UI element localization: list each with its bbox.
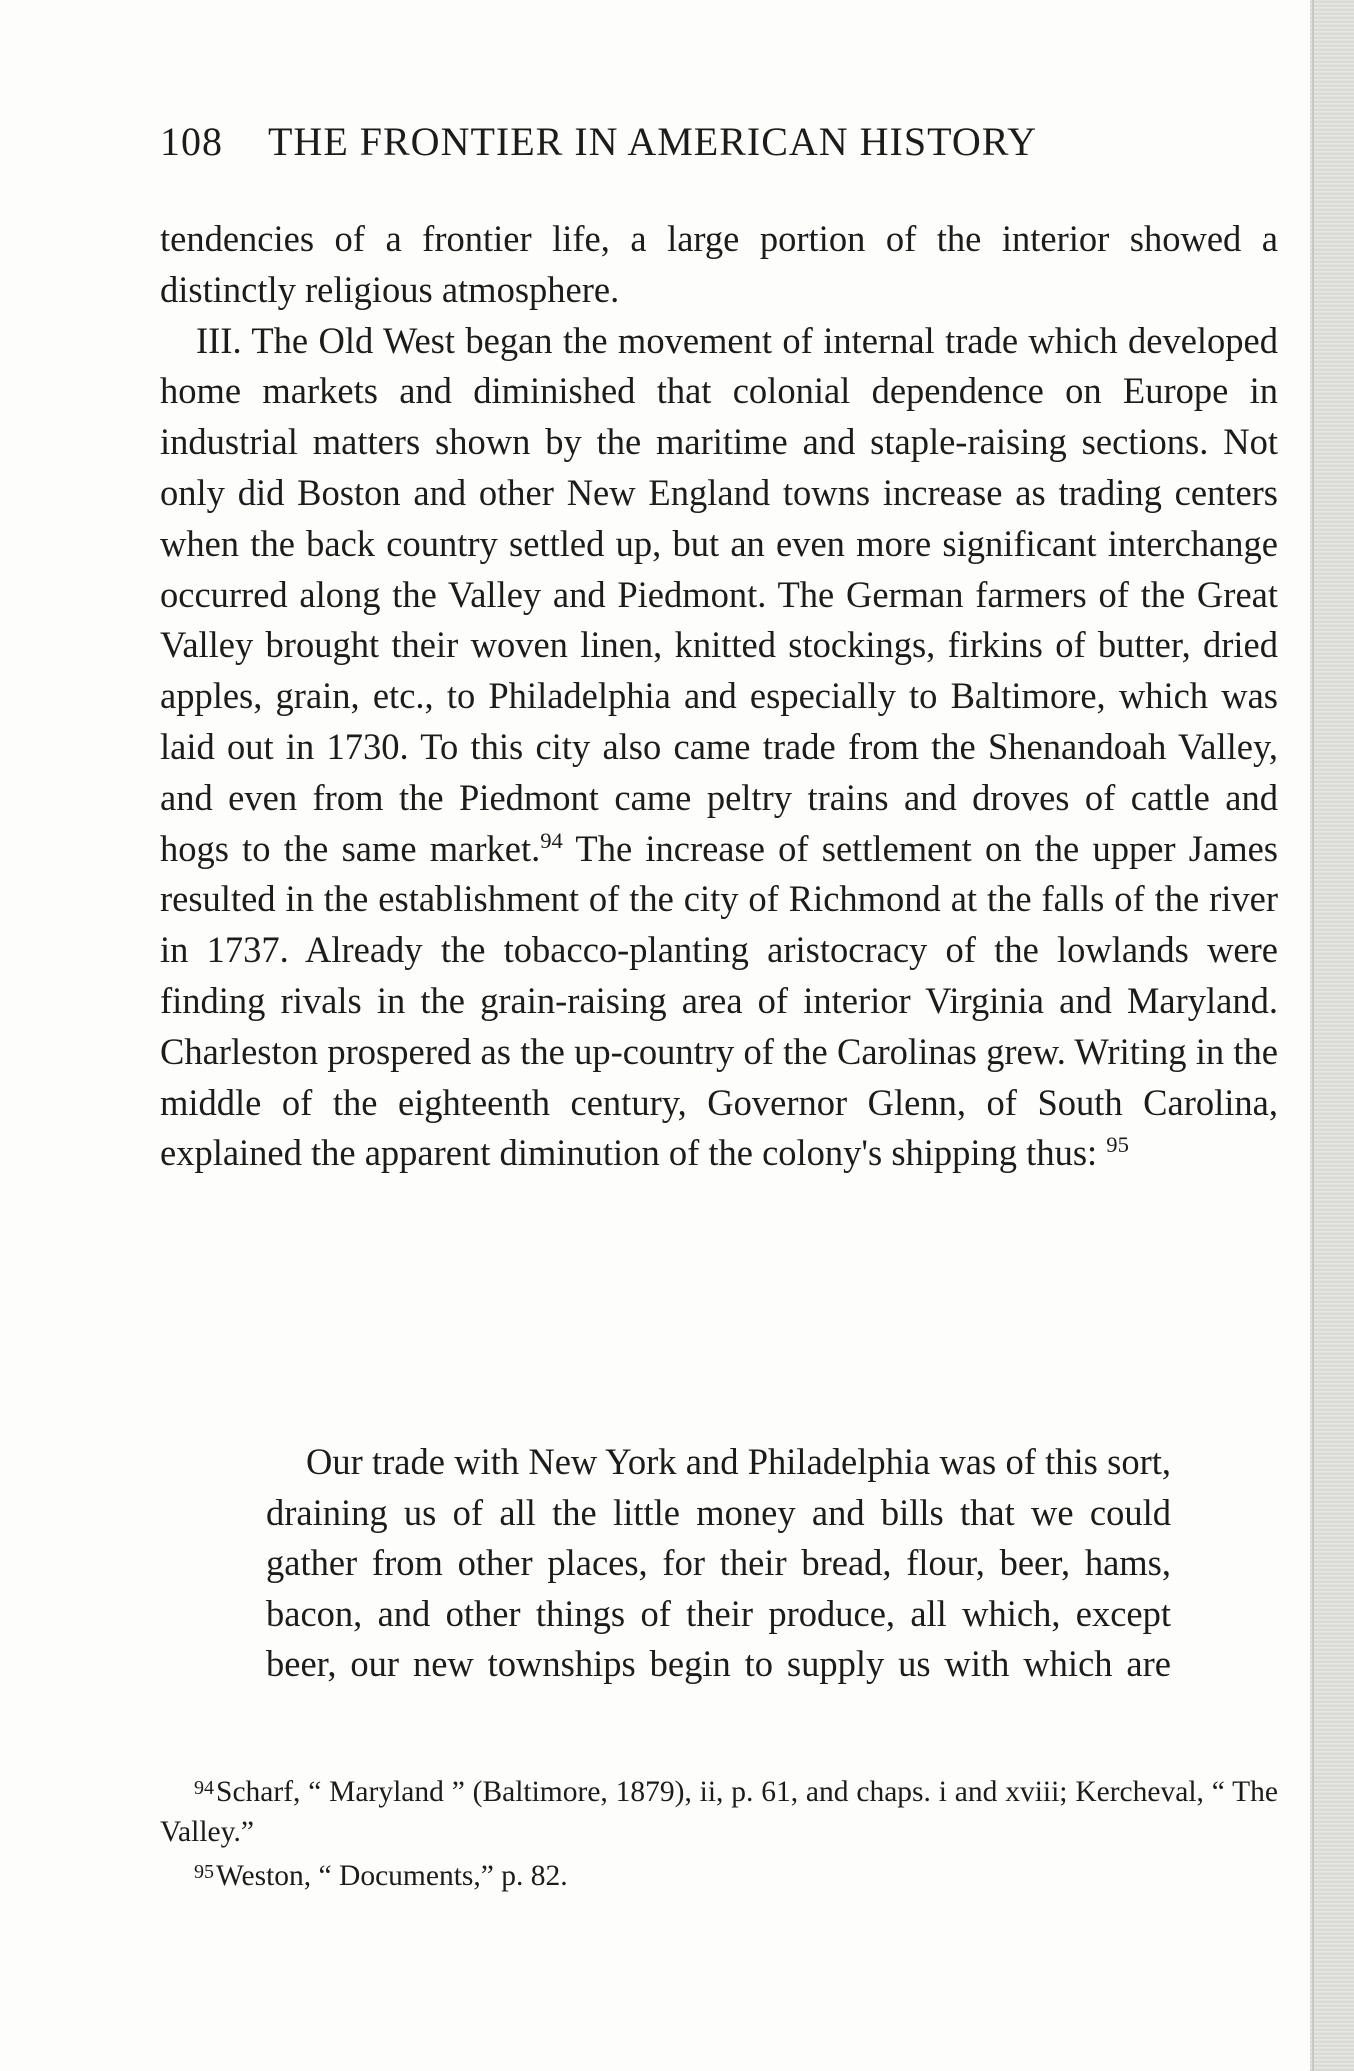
footnote-94 [160,1768,1278,1852]
footnote-number-95: 95 [194,1861,215,1884]
paragraph-text-part-2: The increase of settlement on the upper James resulted in the establishment of the city of Richmond at the falls of the river in 1737. Already the tobacco-planting aristocracy of the lowlands were finding rivals in the grain-raising area of interior Virginia and Maryland. Charleston prospered as the up-country of the Carolinas grew. Writing in the middle of the eighteenth century, Governor Glenn, of South Carolina, explained the apparent diminution of the colony's shipping thus: [160,827,1278,1174]
footnote-ref-95[interactable]: 95 [1106,1132,1129,1158]
footnote-text-94: Scharf, “ Maryland ” (Baltimore, 1879), ii, p. 61, and chaps. i and xviii; Kercheval, “ The Valley.” [160,1776,1278,1849]
paragraph-text-part-1: III. The Old West began the movement of internal trade which developed home markets and diminished that colonial dependence on Europe in industrial matters shown by the maritime and staple-raising sections. Not only did Boston and other New England towns increase as trading centers when the back country settled up, but an even more significant interchange occurred along the Valley and Piedmont. The German farmers of the Great Valley brought their woven linen, knitted stockings, firkins of butter, dried apples, grain, etc., to Philadelphia and especially to Baltimore, which was laid out in 1730. To this city also came trade from the Shenandoah Valley, and even from the Piedmont came peltry trains and droves of cattle and hogs to the same market. [160,319,1278,869]
page-header [160,118,1160,165]
main-text [160,214,1278,1179]
footnote-ref-94[interactable]: 94 [540,827,563,853]
page-number: 108 [160,119,223,164]
running-title: THE FRONTIER IN AMERICAN HISTORY [268,119,1038,164]
block-quote [266,1437,1171,1690]
footnote-number-94: 94 [194,1777,215,1799]
paragraph-section-iii [160,316,1278,1180]
footnote-95 [160,1852,1278,1896]
footnotes [160,1768,1278,1896]
paragraph-continued: tendencies of a frontier life, a large portion of the interior showed a distinctly religious atmosphere. [160,218,1278,310]
footnote-text-95: Weston, “ Documents,” p. 82. [216,1860,568,1893]
page-edge-line [1312,0,1314,2071]
page-edge [1310,0,1354,2071]
block-quote-text: Our trade with New York and Philadelphia was of this sort, draining us of all the little money and bills that we could gather from other places, for their bread, flour, beer, hams, bacon, and other things of their produce, all which, except beer, our new townships begin to supply us with which are [266,1441,1171,1684]
